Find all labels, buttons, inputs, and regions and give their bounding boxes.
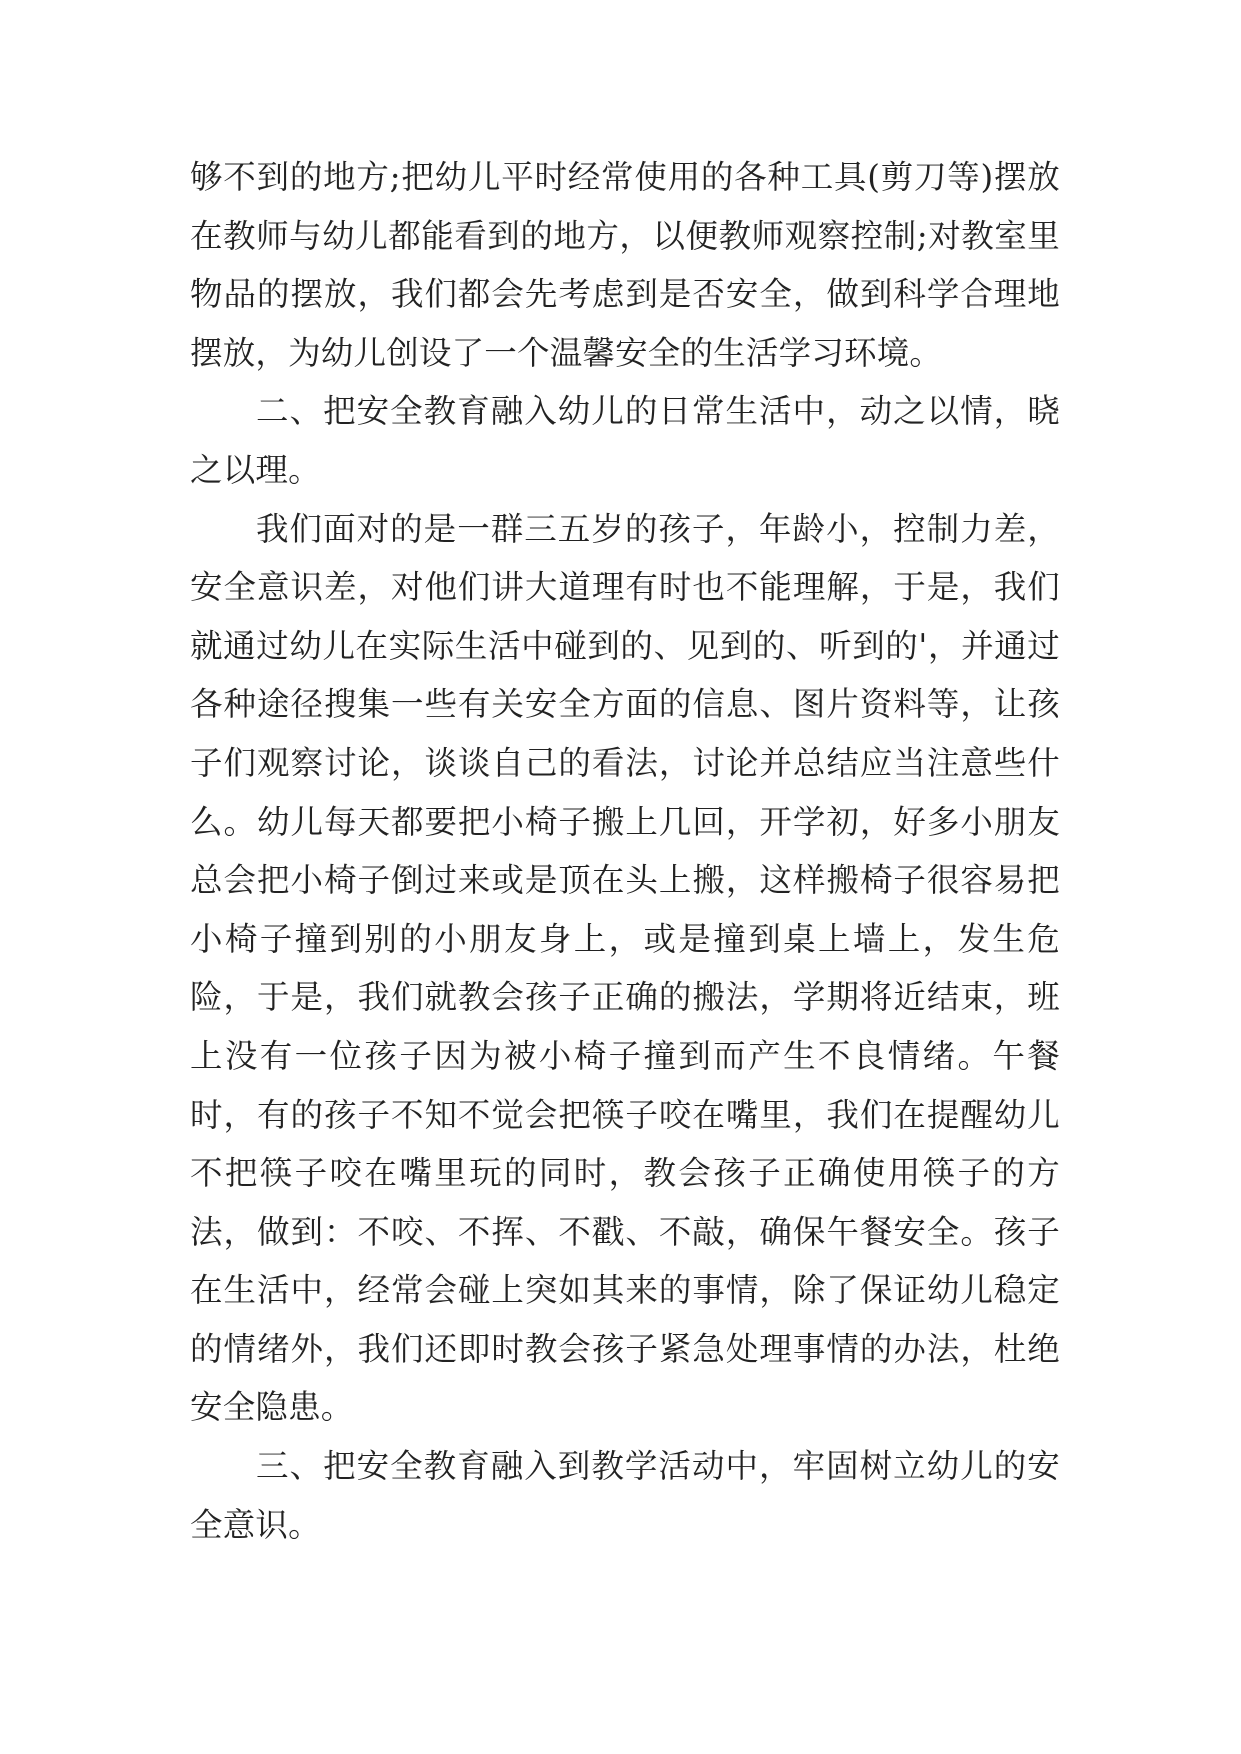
paragraph-daily-life: 我们面对的是一群三五岁的孩子，年龄小，控制力差，安全意识差，对他们讲大道理有时也不能理解，于是，我们就通过幼儿在实际生活中碰到的、见到的、听到的'，并通过各种途径搜集一些有关安全方面的信息、图片资料等，让孩子们观察讨论，谈谈自己的看法，讨论并总结应当注意些什么。幼儿每天都要把小椅子搬上几回，开学初，好多小朋友总会把小椅子倒过来或是顶在头上搬，这样搬椅子很容易把小椅子撞到别的小朋友身上，或是撞到桌上墙上，发生危险，于是，我们就教会孩子正确的搬法，学期将近结束，班上没有一位孩子因为被小椅子撞到而产生不良情绪。午餐时，有的孩子不知不觉会把筷子咬在嘴里，我们在提醒幼儿不把筷子咬在嘴里玩的同时，教会孩子正确使用筷子的方法，做到：不咬、不挥、不戳、不敲，确保午餐安全。孩子在生活中，经常会碰上突如其来的事情，除了保证幼儿稳定的情绪外，我们还即时教会孩子紧急处理事情的办法，杜绝安全隐患。 (190, 509, 1060, 1427)
document-body (190, 148, 1060, 1554)
paragraph-continuation: 够不到的地方;把幼儿平时经常使用的各种工具(剪刀等)摆放在教师与幼儿都能看到的地方，以便教师观察控制;对教室里物品的摆放，我们都会先考虑到是否安全，做到科学合理地摆放，为幼儿创设了一个温馨安全的生活学习环境。 (190, 158, 1060, 372)
section-heading-two: 二、把安全教育融入幼儿的日常生活中，动之以情，晓之以理。 (190, 392, 1060, 489)
section-heading-three: 三、把安全教育融入到教学活动中，牢固树立幼儿的安全意识。 (190, 1447, 1060, 1544)
